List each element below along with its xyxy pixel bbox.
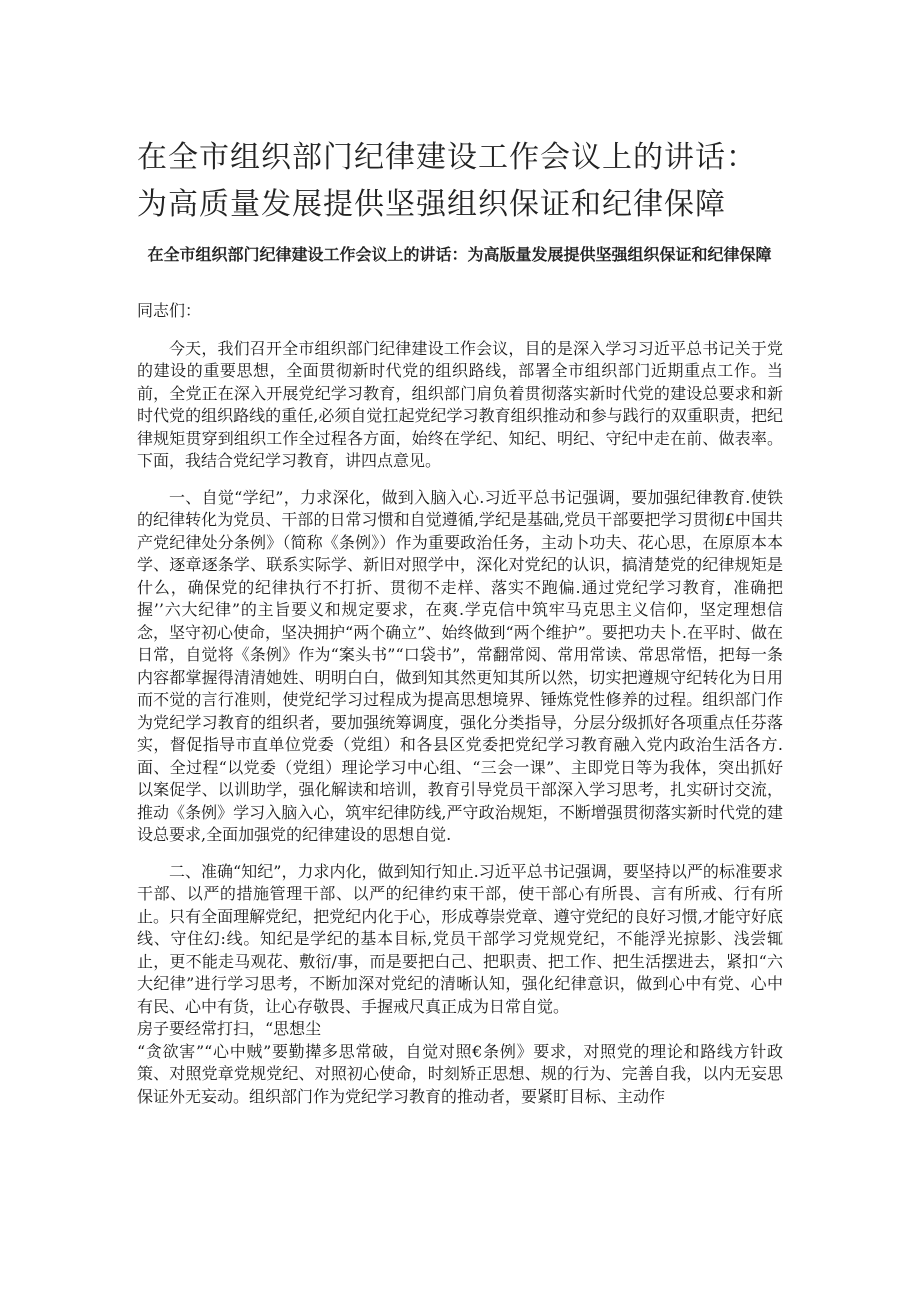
paragraph-section-two: 二、准确“知纪”，力求内化，做到知行知止.习近平总书记强调，要坚持以严的标准要求干部、以严的措施管理干部、以严的纪律约束干部，使干部心有所畏、言有所戒、行有所止。只有全面理解党纪，把党纪内化于心，形成尊崇党章、遵守党纪的良好习惯,才能守好底线、守住幻:线。知纪是学纪的基本目标,党员干部学习党规党纪，不能浮光掠影、浅尝辄止，更不能走马观花、敷衍/事，而是要把白己、把职责、把工作、把生活摆进去，紧扣“六大纪律”进行学习思考，不断加深对党纪的清晰认知，强化纪律意识，做到心中有党、心中有民、心中有货，让心存敬畏、手握戒尺真正成为日常自觉。	[137, 861, 783, 1016]
sub-title: 在全市组织部门纪律建设工作会议上的讲话：为高版量发展提供坚强组织保证和纪律保障	[147, 245, 772, 264]
document-body	[137, 300, 783, 1108]
paragraph-section-one: 一、自觉“学纪”，力求深化，做到入脑入心.习近平总书记强调，要加强纪律教育.使铁的纪律转化为党员、干部的日常习惯和自觉遵循,学纪是基础,党员干部要把学习贯彻£中国共产党纪律处分条例》（简称《条例》）作为重要政治任务，主动卜功夫、花心思，在原原本本学、逐章逐条学、联系实际学、新旧对照学中，深化对党纪的认识，搞清楚党的纪律规矩是什么，确保党的纪律执行不打折、贯彻不走样、落实不跑偏.通过党纪学习教育，准确把握’’六大纪律”的主旨要义和规定要求，在爽.学克信中筑牢马克思主义信仰，坚定理想信念，坚守初心使命，坚决拥护“两个确立”、始终做到“两个维护”。要把功夫卜.在平时、做在日常，自觉将《条例》作为“案头书”“口袋书”，常翻常阅、常用常读、常思常悟，把每一条内容都掌握得清清她姓、明明白白，做到知其然更知其所以然，切实把遵规守纪转化为日用而不觉的言行准则，使党纪学习过程成为提高思想境界、锤炼党性修养的过程。组织部门作为党纪学习教育的组织者，要加强统筹调度，强化分类指导，分层分级抓好各项重点任芬落实，督促指导市直单位党委（党组）和各县区党委把党纪学习教育融入党内政治生活各方.面、全过程“以党委（党组）理论学习中心组、“三会一课”、主即党日等为我体，突出抓好以案促学、以训助学，强化解读和培训，教育引导党员干部深入学习思考，扎实研讨交流，推动《条例》学习入脑入心，筑牢纪律防线,严守政治规矩，不断增强贯彻落实新时代党的建设总要求,全面加强党的纪律建设的思想自觉.	[137, 487, 783, 844]
greeting: 同志们：	[137, 301, 202, 320]
paragraph-continuation: “贪欲害”“心中贼”要勤撵多思常破，自觉对照€条例》要求，对照党的理论和路线方针政策、对照党章党规党纪、对照初心使命，时刻矫正思想、规的行为、完善自我，以内无妄思保证外无妄动。组织部门作为党纪学习教育的推动者，要紧盯目标、主动作	[137, 1041, 783, 1106]
paragraph-intro: 今天，我们召开全市组织部门纪律建设工作会议，目的是深入学习习近平总书记关于党的建设的重要思想，全面贯彻新时代党的组织路线，部署全市组织部门近期重点工作。当前，全党正在深入开展党纪学习教育，组织部门肩负着贯彻落实新时代党的建设总要求和新时代党的组织路线的重任,必须自觉扛起党纪学习教育组织推动和参与践行的双重职责，把纪律规矩贯穿到组织工作全过程各方面，始终在学纪、知纪、明纪、守纪中走在前、做表率。下面，我结合党纪学习教育，讲四点意见。	[137, 338, 783, 470]
main-title: 在全市组织部门纪律建设工作会议上的讲话：为高质量发展提供坚强组织保证和纪律保障	[137, 140, 757, 222]
paragraph-fragment-line: 房子要经常打扫，“思想尘	[137, 1019, 322, 1038]
